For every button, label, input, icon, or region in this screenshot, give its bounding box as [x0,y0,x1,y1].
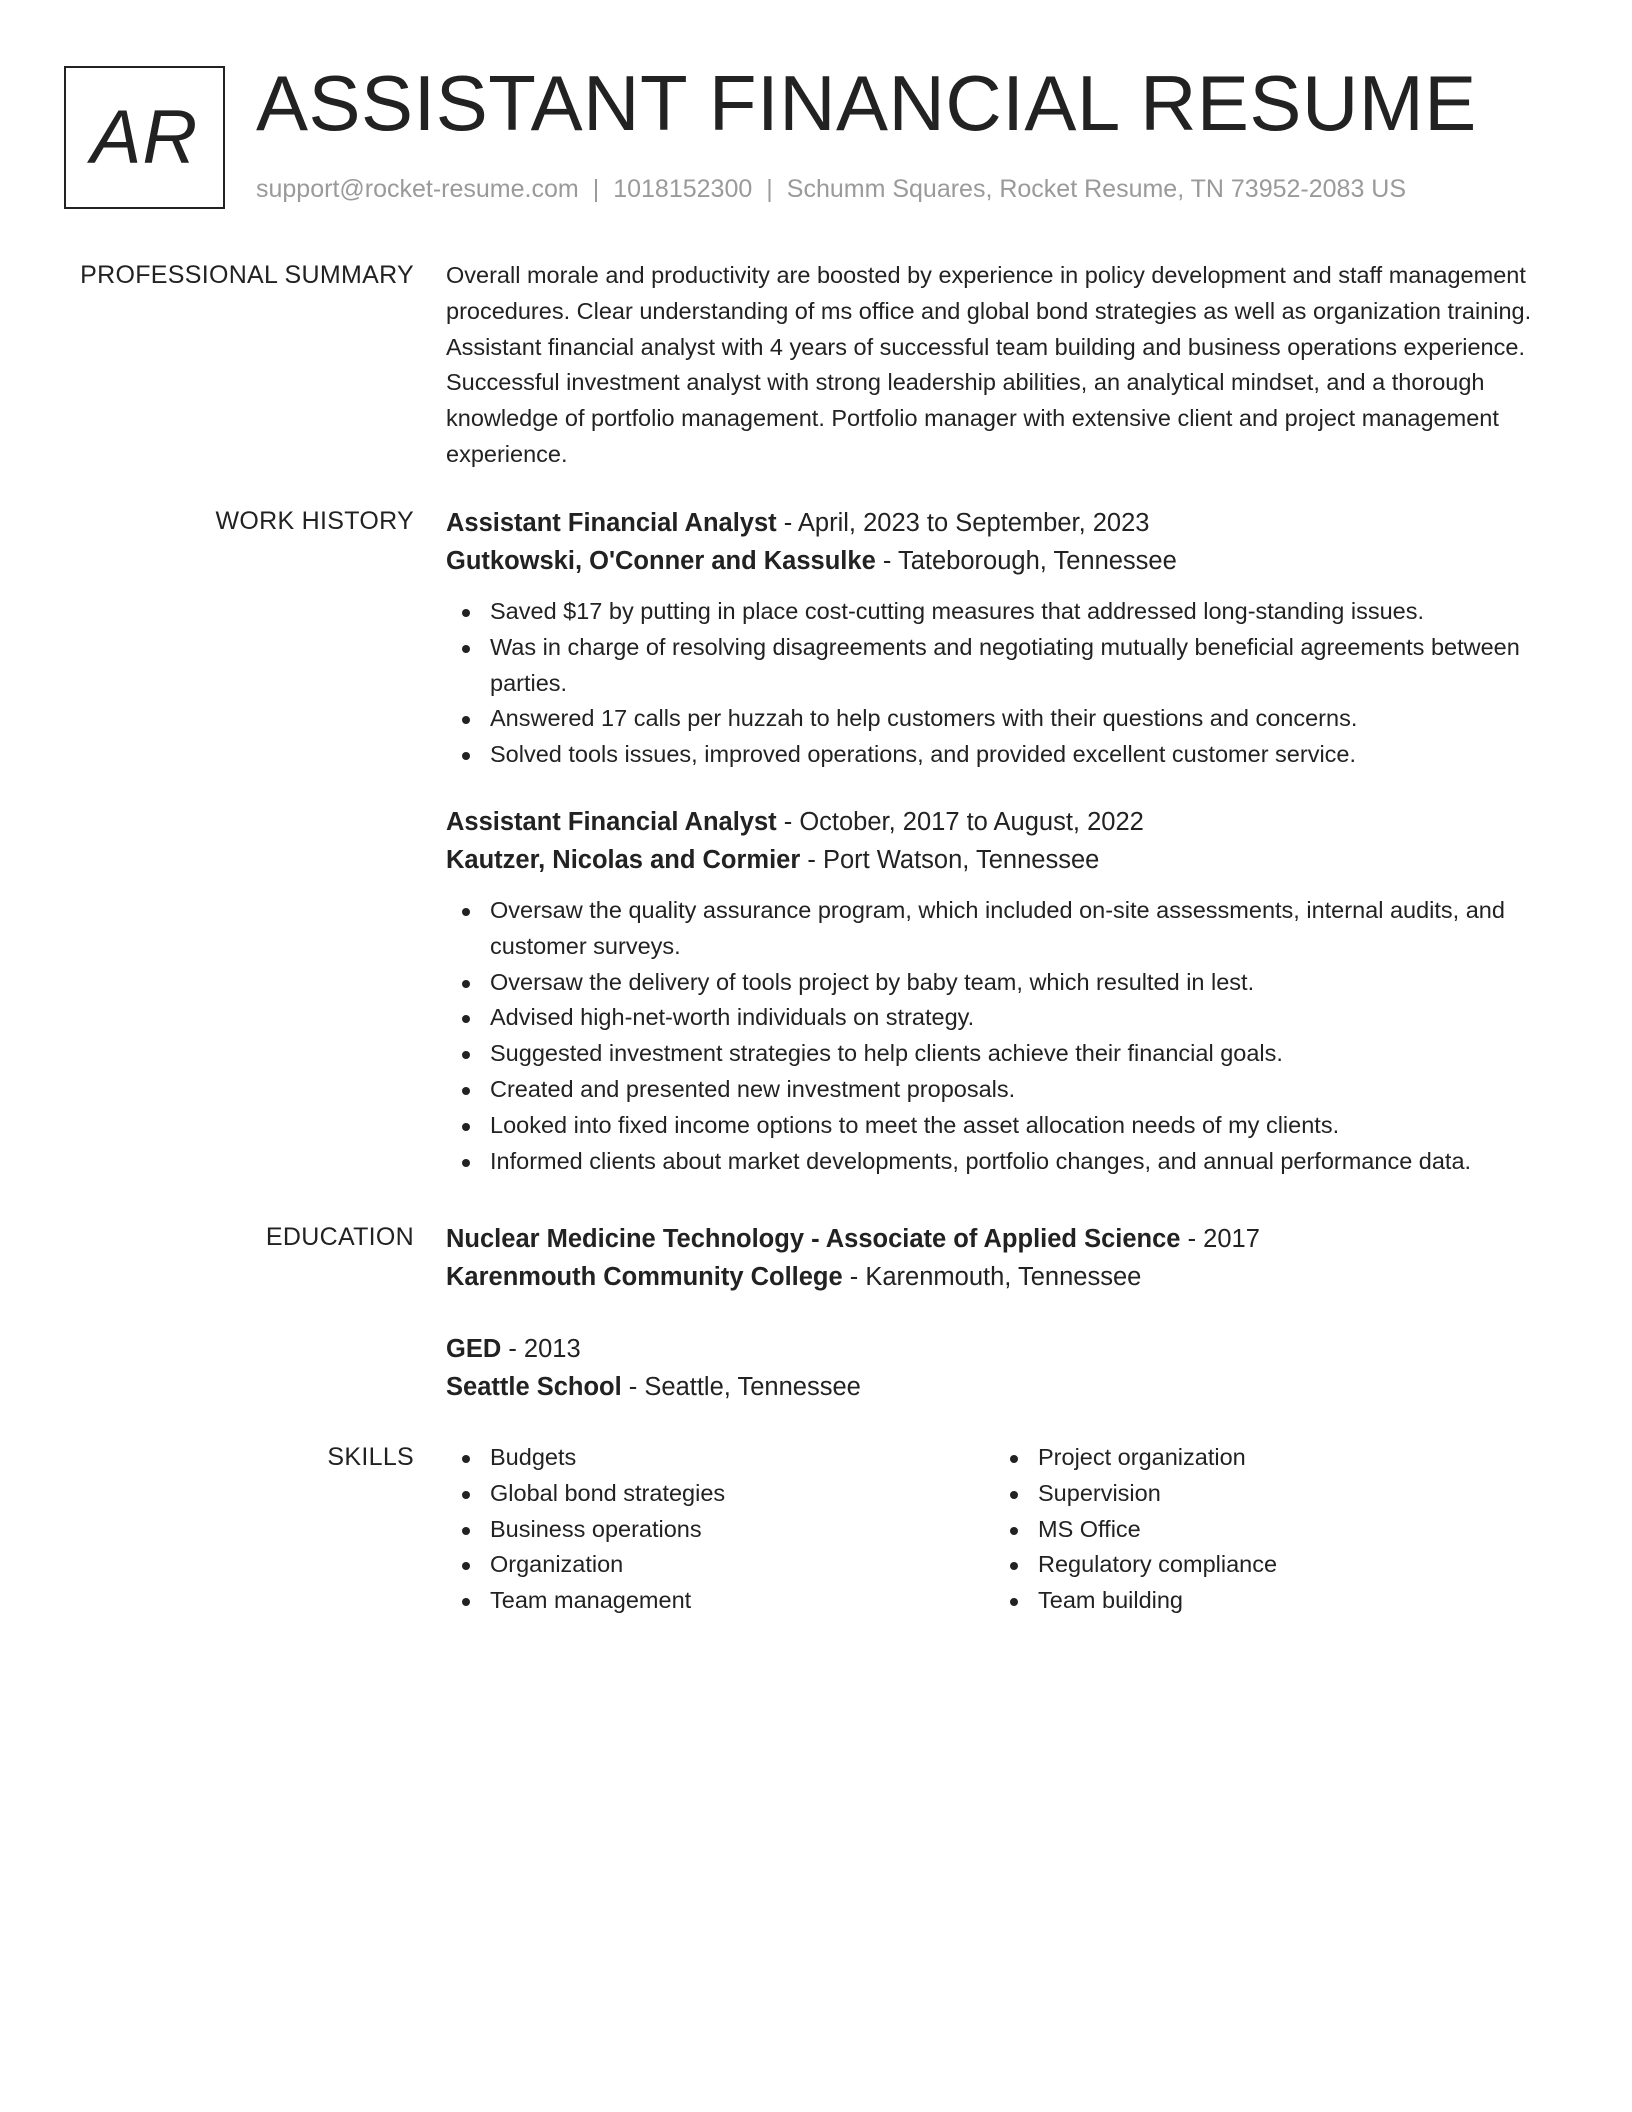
education-entry [446,1330,1566,1406]
contact-separator: | [592,175,600,203]
job-bullet: Created and presented new investment proposals. [446,1072,1566,1108]
job-company-line [446,542,1566,580]
job-bullet: Oversaw the quality assurance program, which included on-site assessments, internal audits, and customer surveys. [446,893,1566,965]
job-location: - Port Watson, Tennessee [800,845,1100,874]
contact-address: Schumm Squares, Rocket Resume, TN 73952-2083 US [786,175,1407,203]
section-label-summary: PROFESSIONAL SUMMARY [80,261,414,289]
skill-item: Business operations [446,1512,994,1548]
job-bullet: Saved $17 by putting in place cost-cutting measures that addressed long-standing issues. [446,594,1566,630]
summary-text: Overall morale and productivity are boosted by experience in policy development and staff management procedures. Clear understanding of ms office and global bond strategies as well as organization training. Assistant financial analyst with 4 years of successful team building and business operations experience. Successful investment analyst with strong leadership abilities, an analytical mindset, and a thorough knowledge of portfolio management. Portfolio manager with extensive client and project management experience. [446,262,1532,467]
skill-item: Team management [446,1583,994,1619]
contact-email: support@rocket-resume.com [256,175,579,203]
job-bullet: Suggested investment strategies to help clients achieve their financial goals. [446,1036,1566,1072]
monogram-box [64,66,225,209]
job-title: Assistant Financial Analyst [446,509,777,537]
education-body [446,1220,1566,1406]
education-degree-line [446,1330,1566,1368]
skill-item: Supervision [994,1476,1542,1512]
education-year: - 2013 [501,1335,581,1363]
job-bullet: Advised high-net-worth individuals on strategy. [446,1000,1566,1036]
education-degree: Nuclear Medicine Technology - Associate of Applied Science [446,1225,1181,1253]
job-bullet: Answered 17 calls per huzzah to help customers with their questions and concerns. [446,701,1566,737]
job-bullet: Solved tools issues, improved operations, and provided excellent customer service. [446,737,1566,773]
job-company: Kautzer, Nicolas and Cormier [446,845,801,874]
education-school-line [446,1368,1566,1406]
job-bullet: Informed clients about market developments, portfolio changes, and annual performance data. [446,1144,1566,1180]
job-title-line [446,803,1566,841]
skills-column-right [994,1440,1542,1619]
skill-item: Organization [446,1547,994,1583]
job-bullets [446,893,1566,1179]
job-company: Gutkowski, O'Conner and Kassulke [446,547,876,575]
job-location: - Tateborough, Tennessee [875,547,1177,575]
contact-separator: | [766,175,773,203]
resume-title: ASSISTANT FINANCIAL RESUME [256,59,1477,147]
job-entry [446,803,1566,1179]
skills-column-left [446,1440,994,1619]
education-entry [446,1220,1566,1296]
skill-item: Project organization [994,1440,1542,1476]
job-title: Assistant Financial Analyst [446,807,777,836]
skill-item: Team building [994,1583,1542,1619]
monogram-initials: AR [90,95,199,180]
education-year: - 2017 [1180,1225,1260,1253]
job-bullets [446,594,1566,773]
summary-body [446,258,1566,473]
education-degree: GED [446,1335,502,1363]
section-label-education: EDUCATION [265,1223,414,1251]
education-school-line [446,1258,1566,1296]
job-dates: - April, 2023 to September, 2023 [776,509,1150,537]
education-location: - Seattle, Tennessee [621,1373,861,1401]
education-school: Seattle School [446,1373,622,1401]
job-entry [446,504,1566,773]
education-location: - Karenmouth, Tennessee [842,1263,1142,1291]
job-title-line [446,504,1566,542]
job-bullet: Was in charge of resolving disagreements and negotiating mutually beneficial agreements between parties. [446,630,1566,702]
section-label-work-history: WORK HISTORY [215,507,414,535]
job-company-line [446,841,1566,879]
education-degree-line [446,1220,1566,1258]
section-label-skills: SKILLS [327,1443,414,1471]
skill-item: Global bond strategies [446,1476,994,1512]
skill-item: Regulatory compliance [994,1547,1542,1583]
skill-item: Budgets [446,1440,994,1476]
skills-grid [446,1440,1566,1619]
work-history-body [446,504,1566,1179]
skills-body [446,1440,1566,1619]
job-bullet: Oversaw the delivery of tools project by baby team, which resulted in lest. [446,965,1566,1001]
skill-item: MS Office [994,1512,1542,1548]
education-school: Karenmouth Community College [446,1263,843,1291]
contact-phone: 1018152300 [613,175,753,203]
contact-line [256,172,1406,206]
job-dates: - October, 2017 to August, 2022 [776,807,1144,836]
job-bullet: Looked into fixed income options to meet the asset allocation needs of my clients. [446,1108,1566,1144]
